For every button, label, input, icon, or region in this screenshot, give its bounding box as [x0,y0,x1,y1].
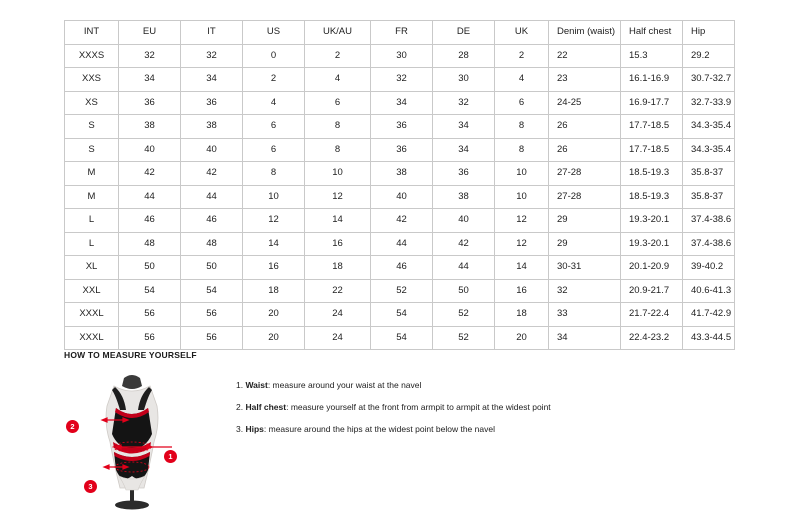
table-cell: M [65,185,119,209]
marker-3-hips: 3 [84,480,97,493]
how-to-measure-title: HOW TO MEASURE YOURSELF [64,350,197,360]
table-cell: 34 [181,68,243,92]
table-cell: XL [65,256,119,280]
table-cell: 34 [549,326,621,350]
table-cell: 44 [181,185,243,209]
table-cell: 26 [549,115,621,139]
table-cell: 56 [181,326,243,350]
table-cell: 40 [181,138,243,162]
table-cell: 10 [305,162,371,186]
table-cell: 48 [181,232,243,256]
table-cell: 40 [371,185,433,209]
table-cell: 6 [495,91,549,115]
table-cell: 30.7-32.7 [683,68,735,92]
table-cell: 52 [433,326,495,350]
table-cell: 40 [119,138,181,162]
table-cell: 12 [495,209,549,233]
table-row [65,91,735,115]
table-cell: 18.5-19.3 [621,162,683,186]
table-cell: 24 [305,303,371,327]
table-cell: 23 [549,68,621,92]
table-cell: 34 [119,68,181,92]
table-row [65,68,735,92]
table-cell: 4 [495,68,549,92]
table-cell: 56 [119,303,181,327]
table-cell: 46 [181,209,243,233]
table-cell: 2 [495,44,549,68]
how-to-measure-section [64,350,764,512]
table-cell: 16.1-16.9 [621,68,683,92]
table-cell: 34 [433,138,495,162]
table-row [65,326,735,350]
table-cell: 16.9-17.7 [621,91,683,115]
measure-instruction-half-chest [236,402,551,412]
table-row [65,279,735,303]
table-cell: 38 [119,115,181,139]
table-cell: 36 [371,115,433,139]
table-cell: 18.5-19.3 [621,185,683,209]
table-cell: 24 [305,326,371,350]
table-cell: 16 [495,279,549,303]
column-header-eu: EU [119,21,181,45]
size-chart-container [64,20,734,350]
table-cell: 6 [243,138,305,162]
table-cell: 18 [305,256,371,280]
table-cell: 32 [119,44,181,68]
table-cell: 4 [305,68,371,92]
table-cell: 39-40.2 [683,256,735,280]
table-cell: 18 [243,279,305,303]
table-cell: 30 [433,68,495,92]
table-cell: 56 [181,303,243,327]
instruction-number-2: 2. [236,402,244,413]
table-cell: 35.8-37 [683,162,735,186]
table-cell: 10 [495,185,549,209]
table-cell: 10 [243,185,305,209]
table-cell: 32 [371,68,433,92]
table-cell: L [65,232,119,256]
table-cell: XXS [65,68,119,92]
table-cell: 50 [119,256,181,280]
table-cell: 18 [495,303,549,327]
table-cell: 6 [243,115,305,139]
instruction-term-half-chest: Half chest [245,402,287,413]
table-row [65,303,735,327]
table-cell: 34.3-35.4 [683,115,735,139]
table-cell: 41.7-42.9 [683,303,735,327]
table-cell: 4 [243,91,305,115]
size-chart-table [64,20,735,350]
table-cell: 24-25 [549,91,621,115]
table-cell: 36 [433,162,495,186]
table-cell: 10 [495,162,549,186]
table-cell: 12 [243,209,305,233]
table-cell: 43.3-44.5 [683,326,735,350]
table-cell: M [65,162,119,186]
table-cell: XXXL [65,303,119,327]
instruction-text-half-chest: : measure yourself at the front from armpit to armpit at the widest point [286,402,551,413]
table-cell: 29.2 [683,44,735,68]
table-row [65,44,735,68]
column-header-fr: FR [371,21,433,45]
table-cell: 6 [305,91,371,115]
table-cell: S [65,138,119,162]
table-cell: 46 [371,256,433,280]
table-cell: 30 [371,44,433,68]
table-cell: S [65,115,119,139]
table-cell: 21.7-22.4 [621,303,683,327]
table-cell: 2 [243,68,305,92]
table-cell: 54 [371,303,433,327]
table-cell: 12 [495,232,549,256]
table-cell: 54 [371,326,433,350]
instruction-term-hips: Hips [245,424,264,435]
table-cell: 8 [495,115,549,139]
table-cell: 36 [371,138,433,162]
column-header-int: INT [65,21,119,45]
column-header-hip: Hip [683,21,735,45]
table-cell: 37.4-38.6 [683,232,735,256]
table-cell: 20 [495,326,549,350]
table-cell: 52 [433,303,495,327]
table-row [65,185,735,209]
table-header-row [65,21,735,45]
table-cell: 20.1-20.9 [621,256,683,280]
table-cell: 27-28 [549,185,621,209]
table-row [65,162,735,186]
table-cell: 15.3 [621,44,683,68]
measure-instruction-waist [236,380,551,390]
table-cell: 17.7-18.5 [621,138,683,162]
column-header-de: DE [433,21,495,45]
mannequin-icon [86,372,178,512]
table-cell: 37.4-38.6 [683,209,735,233]
table-row [65,115,735,139]
table-cell: 42 [119,162,181,186]
table-cell: 29 [549,209,621,233]
table-cell: 17.7-18.5 [621,115,683,139]
measure-instructions-list [236,372,551,447]
table-cell: 28 [433,44,495,68]
table-cell: 40 [433,209,495,233]
table-cell: 20 [243,326,305,350]
column-header-it: IT [181,21,243,45]
table-cell: 22.4-23.2 [621,326,683,350]
column-header-denim-waist: Denim (waist) [549,21,621,45]
table-cell: 38 [433,185,495,209]
table-cell: 8 [495,138,549,162]
column-header-uk: UK [495,21,549,45]
table-cell: 54 [181,279,243,303]
table-cell: 19.3-20.1 [621,232,683,256]
table-cell: 16 [305,232,371,256]
table-cell: 8 [305,115,371,139]
table-cell: XS [65,91,119,115]
table-cell: 32 [433,91,495,115]
table-row [65,138,735,162]
instruction-text-hips: : measure around the hips at the widest point below the navel [263,424,495,435]
table-row [65,232,735,256]
table-cell: 12 [305,185,371,209]
table-cell: 52 [371,279,433,303]
table-cell: 56 [119,326,181,350]
table-cell: 42 [371,209,433,233]
table-cell: 0 [243,44,305,68]
table-cell: 20 [243,303,305,327]
table-cell: 40.6-41.3 [683,279,735,303]
column-header-us: US [243,21,305,45]
table-cell: 54 [119,279,181,303]
table-cell: 2 [305,44,371,68]
column-header-half-chest: Half chest [621,21,683,45]
table-row [65,256,735,280]
table-cell: 38 [371,162,433,186]
table-cell: 33 [549,303,621,327]
table-cell: 29 [549,232,621,256]
table-cell: 19.3-20.1 [621,209,683,233]
table-cell: 44 [119,185,181,209]
table-cell: 38 [181,115,243,139]
table-cell: 30-31 [549,256,621,280]
table-cell: 44 [433,256,495,280]
table-cell: 32 [181,44,243,68]
table-cell: 48 [119,232,181,256]
table-cell: XXL [65,279,119,303]
table-body [65,44,735,350]
table-cell: 20.9-21.7 [621,279,683,303]
instruction-number-1: 1. [236,380,244,390]
table-cell: 42 [181,162,243,186]
table-cell: 32 [549,279,621,303]
column-header-ukau: UK/AU [305,21,371,45]
table-cell: 8 [305,138,371,162]
table-cell: 26 [549,138,621,162]
table-cell: 44 [371,232,433,256]
table-cell: 36 [119,91,181,115]
table-cell: 35.8-37 [683,185,735,209]
table-row [65,209,735,233]
table-cell: 22 [305,279,371,303]
table-cell: 22 [549,44,621,68]
table-cell: 42 [433,232,495,256]
table-cell: 50 [433,279,495,303]
table-cell: 27-28 [549,162,621,186]
table-cell: L [65,209,119,233]
marker-1-waist: 1 [164,450,177,463]
table-cell: 50 [181,256,243,280]
table-cell: 34 [371,91,433,115]
instruction-number-3: 3. [236,424,244,435]
mannequin-figure [64,372,214,512]
instruction-text-waist: : measure around your waist at the navel [267,380,422,390]
table-cell: 14 [305,209,371,233]
how-to-measure-body [64,372,764,512]
measure-instruction-hips [236,424,551,434]
table-cell: XXXS [65,44,119,68]
table-cell: 32.7-33.9 [683,91,735,115]
table-cell: 14 [243,232,305,256]
instruction-term-waist: Waist [245,380,268,390]
table-cell: 34 [433,115,495,139]
table-cell: XXXL [65,326,119,350]
marker-2-half-chest: 2 [66,420,79,433]
table-cell: 34.3-35.4 [683,138,735,162]
table-cell: 46 [119,209,181,233]
table-cell: 14 [495,256,549,280]
table-cell: 36 [181,91,243,115]
table-cell: 8 [243,162,305,186]
table-cell: 16 [243,256,305,280]
